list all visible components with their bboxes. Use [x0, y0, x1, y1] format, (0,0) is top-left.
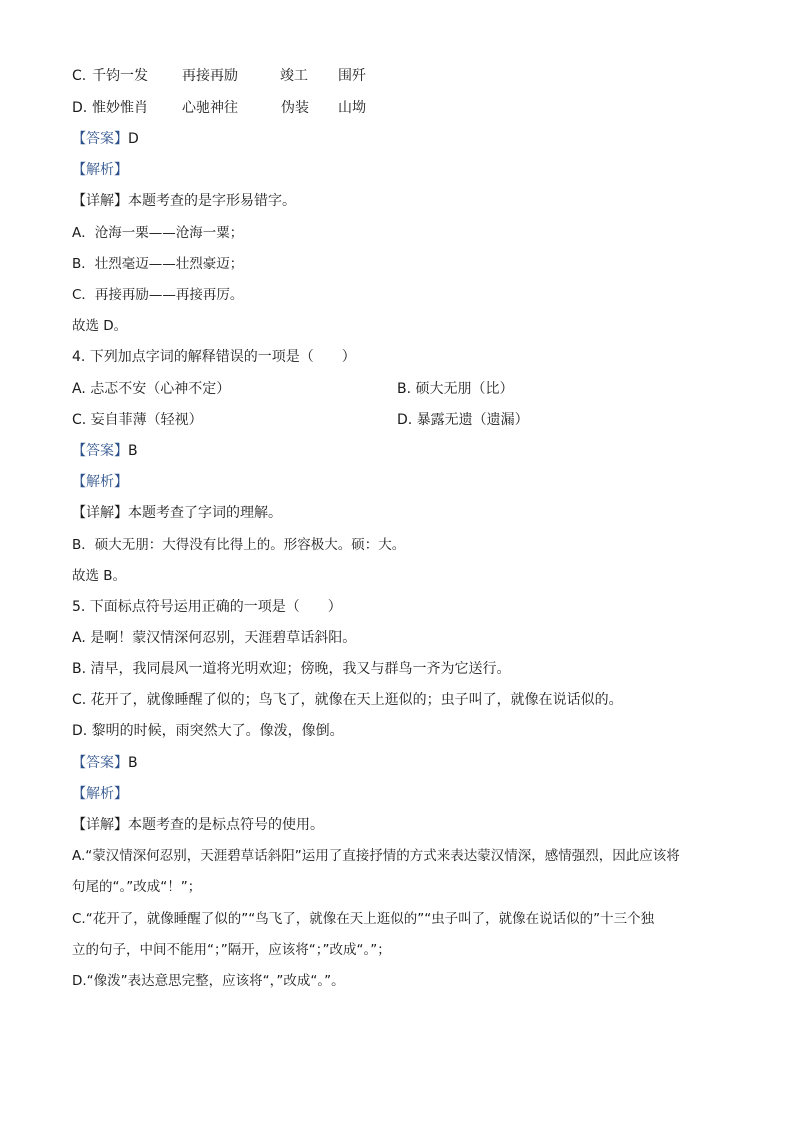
- option-word-3: 伪装: [281, 100, 309, 116]
- option-word-1: 惟妙惟肖: [92, 100, 148, 116]
- q4-option-c: C. 妄自菲薄（轻视）: [72, 412, 203, 428]
- option-word-2: 心驰神往: [182, 100, 238, 116]
- detail-tag: 【详解】: [72, 817, 128, 833]
- q3-answer: [72, 129, 139, 149]
- q4-option-b: B. 硕大无朋（比）: [397, 381, 514, 397]
- answer-tag: 【答案】: [72, 443, 128, 459]
- q5-explain-a-line1: A.“蒙汉情深何忍别，天涯碧草话斜阳”运用了直接抒情的方式来表达蒙汉情深，感情强烈，因此应该将: [72, 848, 680, 864]
- q5-detail: [72, 815, 324, 835]
- q5-option-d: D. 黎明的时候，雨突然大了。像泼，像倒。: [72, 723, 344, 739]
- q5-explain-a-line2: 句尾的“。”改成“！”；: [72, 879, 202, 895]
- answer-tag: 【答案】: [72, 755, 128, 771]
- answer-tag: 【答案】: [72, 131, 128, 147]
- q3-line-c: C．再接再励——再接再厉。: [72, 287, 244, 303]
- q4-option-a: A. 忐忑不安（心神不定）: [72, 381, 231, 397]
- option-letter: C.: [72, 68, 87, 84]
- q3-detail: [72, 191, 296, 211]
- detail-tag: 【详解】: [72, 193, 128, 209]
- q3-conclusion: 故选 D。: [72, 318, 128, 334]
- q3-line-b: B．壮烈毫迈——壮烈豪迈；: [72, 256, 244, 272]
- option-word-2: 再接再励: [182, 68, 238, 84]
- q5-explain-c-line2: 立的句子，中间不能用“；”隔开，应该将“；”改成“。”；: [72, 942, 391, 958]
- answer-value: D: [128, 131, 139, 147]
- q5-option-a: A. 是啊！蒙汉情深何忍别，天涯碧草话斜阳。: [72, 630, 357, 646]
- answer-value: B: [128, 755, 138, 771]
- q5-analysis-tag: 【解析】: [72, 786, 128, 802]
- option-word-4: 山坳: [338, 100, 366, 116]
- q5-explain-c-line1: C.“花开了，就像睡醒了似的”“鸟飞了，就像在天上逛似的”“虫子叫了，就像在说话似的”十三个独: [72, 911, 655, 927]
- detail-tag: 【详解】: [72, 505, 128, 521]
- q4-stem: 4. 下列加点字词的解释错误的一项是（ ）: [72, 349, 356, 365]
- q4-line-b: B．硕大无朋：大得没有比得上的。形容极大。硕：大。: [72, 537, 406, 553]
- option-word-1: 千钧一发: [92, 68, 148, 84]
- q3-line-a: A．沧海一栗——沧海一粟；: [72, 225, 244, 241]
- q4-detail: [72, 503, 282, 523]
- option-letter: D.: [72, 100, 88, 116]
- detail-text: 本题考查的是标点符号的使用。: [128, 817, 324, 833]
- q4-analysis-tag: 【解析】: [72, 474, 128, 490]
- detail-text: 本题考查的是字形易错字。: [128, 193, 296, 209]
- q5-option-b: B. 清早，我同晨风一道将光明欢迎；傍晚，我又与群鸟一齐为它送行。: [72, 661, 511, 677]
- option-word-4: 围歼: [338, 68, 366, 84]
- q5-explain-d: D.“像泼”表达意思完整，应该将“，”改成“。”。: [72, 973, 345, 989]
- answer-value: B: [128, 443, 138, 459]
- q5-answer: [72, 753, 138, 773]
- detail-text: 本题考查了字词的理解。: [128, 505, 282, 521]
- q5-option-c: C. 花开了，就像睡醒了似的；鸟飞了，就像在天上逛似的；虫子叫了，就像在说话似的。: [72, 692, 623, 708]
- option-word-3: 竣工: [280, 68, 308, 84]
- q4-answer: [72, 441, 138, 461]
- q3-analysis-tag: 【解析】: [72, 162, 128, 178]
- q4-conclusion: 故选 B。: [72, 568, 127, 584]
- q4-option-d: D. 暴露无遗（遗漏）: [397, 412, 529, 428]
- q5-stem: 5. 下面标点符号运用正确的一项是（ ）: [72, 599, 342, 615]
